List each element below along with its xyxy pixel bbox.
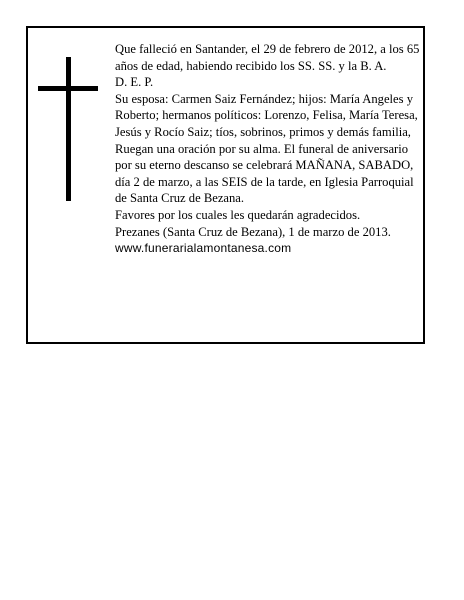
cross-icon: [38, 57, 98, 201]
website-link[interactable]: www.funerarialamontanesa.com: [115, 241, 292, 256]
rip-line: D. E. P.: [115, 75, 154, 90]
family-list: Su esposa: Carmen Saiz Fernández; hijos: María Angeles y Roberto; hermanos políticos: Lorenzo, Felisa, María Teresa, Jesús y Rocío Saiz; tíos, sobrinos, primos y demás familia,: [115, 91, 418, 139]
death-announcement: Que falleció en Santander, el 29 de febrero de 2012, a los 65 años de edad, habiendo recibido los SS. SS. y la B. A.: [115, 42, 420, 73]
cross-vertical-bar: [66, 57, 71, 201]
cross-horizontal-bar: [38, 86, 98, 91]
funeral-details: Ruegan una oración por su alma. El funeral de aniversario por su eterno descanso se celebrará MAÑANA, SABADO, día 2 de marzo, a las SEIS de la tarde, en Iglesia Parroquial de Santa Cruz de Bezana.: [115, 141, 414, 206]
place-date-line: Prezanes (Santa Cruz de Bezana), 1 de marzo de 2013.: [115, 224, 391, 239]
thanks-line: Favores por los cuales les quedarán agradecidos.: [115, 207, 361, 222]
obituary-notice: [26, 26, 425, 344]
notice-text: [115, 41, 421, 257]
